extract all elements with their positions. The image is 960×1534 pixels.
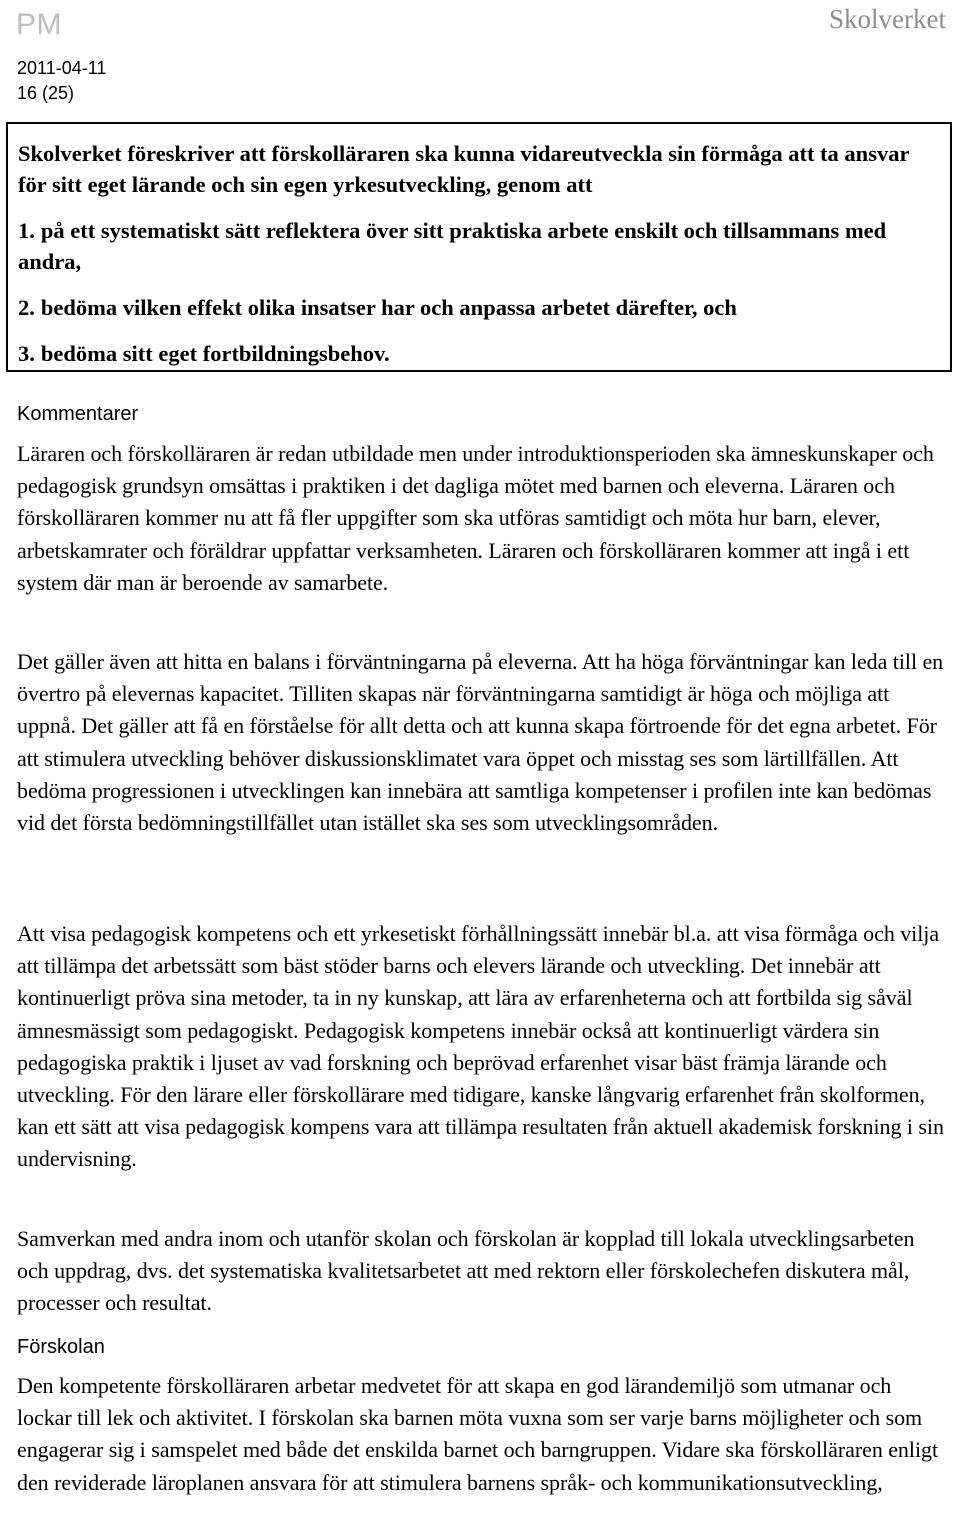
section-heading-preschool: Förskolan <box>17 1336 105 1358</box>
header-organization: Skolverket <box>829 4 946 34</box>
section-heading-comments: Kommentarer <box>17 403 139 425</box>
paragraph: Den kompetente förskolläraren arbetar medvetet för att skapa en god lärandemiljö som utmanar och lockar till lek och aktivitet. I förskolan ska barnen möta vuxna som ser varje barns möjligheter och som engagerar sig i samspelet med både det enskilda barnet och barngruppen. Vidare ska förskolläraren enligt den reviderade läroplanen ansvara för att stimulera barnens språk- och kommunikationsutveckling, <box>17 1373 939 1495</box>
regulation-item-text: bedöma vilken effekt olika insatser har och anpassa arbetet därefter, och <box>40 295 737 320</box>
paragraph: Det gäller även att hitta en balans i förväntningarna på eleverna. Att ha höga förväntningar kan leda till en övertro på elevernas kapacitet. Tilliten skapas när förväntningarna samtidigt är höga och möjliga att uppnå. Det gäller att få en förståelse för allt detta och att kunna skapa förtroende för det egna arbetet. För att stimulera utveckling behöver diskussionsklimatet vara öppet och misstag ses som lärtillfällen. Att bedöma progressionen i utvecklingen kan innebära att samtliga kompetenser i profilen inte kan bedömas vid det första bedömningstillfället utan istället ska ses som utvecklingsområden. <box>17 649 944 836</box>
paragraph: Samverkan med andra inom och utanför skolan och förskolan är kopplad till lokala utvecklingsarbeten och uppdrag, dvs. det systematiska kvalitetsarbetet att med rektorn eller förskolechefen diskutera mål, processer och resultat. <box>17 1226 915 1316</box>
regulation-item <box>18 292 940 323</box>
header-date: 2011-04-11 <box>17 58 107 78</box>
regulation-list <box>18 215 940 369</box>
regulation-item <box>18 215 940 277</box>
regulation-box <box>6 122 952 372</box>
paragraph: Läraren och förskolläraren är redan utbildade men under introduktionsperioden ska ämneskunskaper och pedagogisk grundsyn omsättas i praktiken i det dagliga mötet med barnen och eleverna. Läraren och förskolläraren kommer nu att få fler uppgifter som ska utföras samtidigt och möta hur barn, elever, arbetskamrater och föräldrar uppfattar verksamheten. Läraren och förskolläraren kommer att ingå i ett system där man är beroende av samarbete. <box>17 441 934 595</box>
regulation-item-number: 3. <box>18 341 35 366</box>
regulation-item <box>18 338 940 369</box>
regulation-item-text: bedöma sitt eget fortbildningsbehov. <box>40 341 390 366</box>
regulation-item-number: 1. <box>18 218 35 243</box>
regulation-item-text: på ett systematiskt sätt reflektera över sitt praktiska arbete enskilt och tillsammans med andra, <box>18 218 887 274</box>
regulation-intro: Skolverket föreskriver att förskolläraren ska kunna vidareutveckla sin förmåga att ta ansvar för sitt eget lärande och sin egen yrkesutveckling, genom att <box>18 141 910 197</box>
paragraph: Att visa pedagogisk kompetens och ett yrkesetiskt förhållningssätt innebär bl.a. att visa förmåga och vilja att tillämpa det arbetssätt som bäst stöder barns och elevers lärande och utveckling. Det innebär att kontinuerligt pröva sina metoder, ta in ny kunskap, att lära av erfarenheterna och att fortbilda sig såväl ämnesmässigt som pedagogiskt. Pedagogisk kompetens innebär också att kontinuerligt värdera sin pedagogiska praktik i ljuset av vad forskning och beprövad erfarenhet visar bäst främja lärande och utveckling. För den lärare eller förskollärare med tidigare, kanske långvarig erfarenhet från skolformen, kan ett sätt att visa pedagogisk kompens vara att tillämpa resultaten från aktuell akademisk forskning i sin undervisning. <box>17 921 944 1172</box>
header-page-number: 16 (25) <box>17 83 75 103</box>
header-pm-label: PM <box>16 8 62 41</box>
regulation-item-number: 2. <box>18 295 35 320</box>
